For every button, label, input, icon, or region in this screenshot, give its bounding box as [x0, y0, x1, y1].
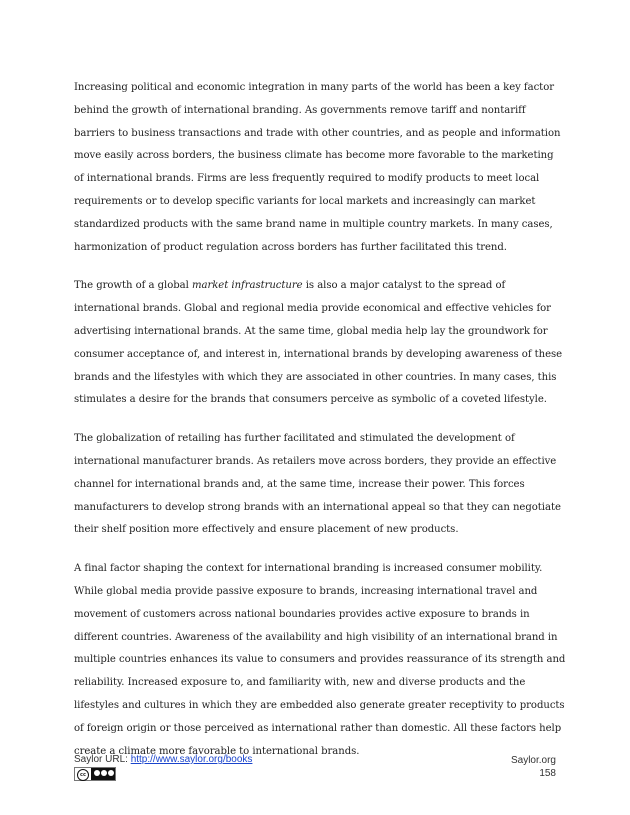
footer-site-name: Saylor.org — [510, 755, 556, 766]
creative-commons-license-icon: cc — [74, 767, 116, 781]
paragraph-3: The globalization of retailing has further facilitated and stimulated the development of international manufacturer brands. As retailers move across borders, they provide an effective channel for international brands and, at the same time, increase their power. This forces manufacturers to develop strong brands with an international appeal so that they can negotiate their shelf position more effectively and ensure placement of new products. — [74, 433, 561, 536]
paragraph-1: Increasing political and economic integration in many parts of the world has been a key factor behind the growth of international branding. As governments remove tariff and nontariff barriers to business transactions and trade with other countries, and as people and information move easily across borders, the business climate has become more favorable to the marketing of international brands. Firms are less frequently required to modify products to meet local requirements or to develop specific variants for local markets and increasingly can market standardized products with the same brand name in multiple country markets. In many cases, harmonization of product regulation across borders has further facilitated this trend. — [74, 82, 561, 253]
footer-source — [74, 754, 252, 765]
footer-page-info — [496, 754, 556, 780]
paragraph-2-emphasis: market infrastructure — [191, 280, 303, 292]
footer-url-link[interactable]: http://www.saylor.org/books — [130, 754, 253, 765]
paragraph-4: A final factor shaping the context for international branding is increased consumer mobility. While global media provide passive exposure to brands, increasing international travel and movement of customers across national boundaries provides active exposure to brands in different countries. Awareness of the availability and high visibility of an international brand in multiple countries enhances its value to consumers and provides reassurance of its strength and reliability. Increased exposure to, and familiarity with, new and diverse products and the lifestyles and cultures in which they are embedded also generate greater receptivity to products of foreign origin or those perceived as international rather than domestic. All these factors help create a climate more favorable to international brands. — [74, 563, 566, 757]
paragraph-2 — [74, 275, 566, 412]
footer-url-label: Saylor URL: — [74, 754, 131, 765]
paragraph-2-end: is also a major catalyst to the spread of international brands. Global and regional media provide economical and effective vehicles for advertising international brands. At the same time, global media help lay the groundwork for consumer acceptance of, and interest in, international brands by developing awareness of these brands and the lifestyles with which they are associated in other countries. In many cases, this stimulates a desire for the brands that consumers perceive as symbolic of a coveted lifestyle. — [74, 280, 563, 406]
paragraph-2-start: The growth of a global — [74, 280, 192, 292]
page-number: 158 — [539, 768, 556, 779]
page-body — [74, 77, 566, 779]
